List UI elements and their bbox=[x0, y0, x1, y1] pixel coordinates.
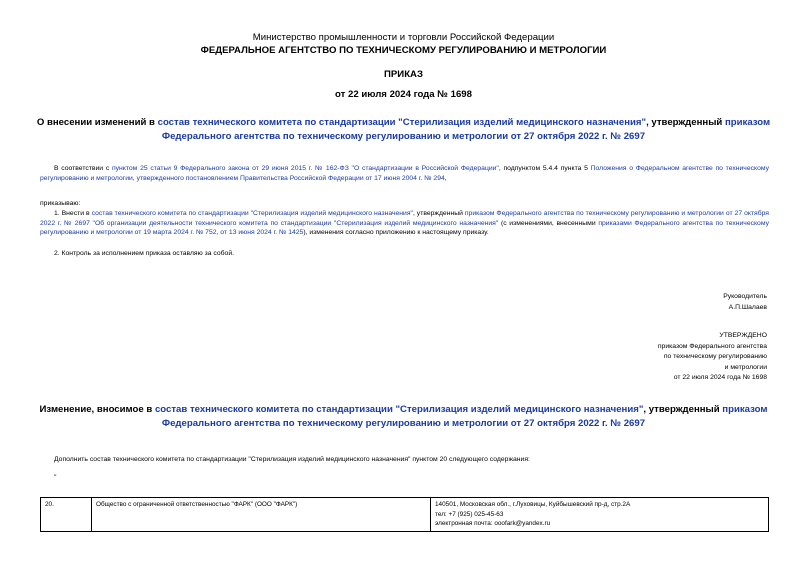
approved-line-2: по техническому регулированию bbox=[663, 353, 767, 360]
signature-block bbox=[723, 292, 767, 313]
organization-name: Общество с ограниченной ответственностью "ФАРК" (ООО "ФАРК") bbox=[92, 498, 431, 532]
item-1-text-2: , утвержденный bbox=[412, 210, 465, 217]
item-1-link-committee[interactable]: состав технического комитета по стандартизации "Стерилизация изделий медицинского назначения" bbox=[91, 210, 413, 217]
preamble-paragraph bbox=[40, 164, 769, 183]
organization-phone: тел: +7 (925) 025-45-63 bbox=[435, 510, 504, 518]
row-number: 20. bbox=[41, 498, 92, 532]
document-date-number: от 22 июля 2024 года № 1698 bbox=[335, 89, 472, 100]
item-1-text-3: (с изменениями, внесенными bbox=[498, 219, 599, 227]
item-1-link-amendments[interactable]: приказами Федерального агентства по техническому регулированию и метрологии от 19 марта 2024 г. № 752, от 13 июня 2024 г. № 1425 bbox=[40, 219, 769, 236]
approved-line-1: приказом Федерального агентства bbox=[657, 342, 767, 350]
approved-block bbox=[658, 331, 767, 384]
order-word: приказываю: bbox=[40, 200, 81, 207]
item-1-paragraph bbox=[40, 209, 769, 238]
approved-line-4: от 22 июля 2024 года № 1698 bbox=[673, 374, 767, 381]
approved-heading: УТВЕРЖДЕНО bbox=[719, 332, 767, 339]
preamble-link-regulation[interactable]: Положения о Федеральном агентстве по техническому регулированию и метрологии, утвержденного постановлением Правительства Российской Федерации от 17 июня 2004 г. № 294 bbox=[40, 165, 769, 182]
table-row bbox=[41, 498, 769, 532]
organization-email: электронная почта: ooofark@yandex.ru bbox=[435, 520, 551, 527]
title-link-order[interactable]: приказом Федерального агентства по техническому регулированию и метрологии от 27 октября 2022 г. № 2697 bbox=[161, 117, 771, 142]
annex-intro: Дополнить состав технического комитета по стандартизации "Стерилизация изделий медицинского назначения" пунктом 20 следующего содержания: bbox=[54, 456, 530, 463]
annex-title bbox=[30, 403, 777, 431]
preamble-text-1: В соответствии с bbox=[54, 165, 112, 172]
signature-position: Руководитель bbox=[723, 293, 767, 300]
agency-name: ФЕДЕРАЛЬНОЕ АГЕНТСТВО ПО ТЕХНИЧЕСКОМУ РЕГУЛИРОВАНИЮ И МЕТРОЛОГИИ bbox=[200, 45, 607, 56]
preamble-text-3: , bbox=[444, 174, 447, 182]
document-type: ПРИКАЗ bbox=[384, 69, 423, 80]
organization-contacts bbox=[431, 498, 769, 532]
ministry-name: Министерство промышленности и торговли Российской Федерации bbox=[252, 32, 555, 43]
preamble-text-2: , подпунктом 5.4.4 пункта 5 bbox=[498, 165, 591, 172]
opening-quote: " bbox=[54, 474, 57, 481]
item-2-paragraph: 2. Контроль за исполнением приказа оставляю за собой. bbox=[54, 250, 235, 257]
annex-title-prefix: Изменение, вносимое в bbox=[39, 404, 155, 415]
title-link-committee[interactable]: состав технического комитета по стандартизации "Стерилизация изделий медицинского назначения" bbox=[157, 117, 647, 128]
signature-name: А.П.Шалаев bbox=[728, 303, 767, 311]
document-title bbox=[30, 116, 777, 144]
approved-line-3: и метрологии bbox=[724, 363, 767, 371]
preamble-link-law[interactable]: пунктом 25 статьи 9 Федерального закона от 29 июня 2015 г. № 162-ФЗ "О стандартизации в Российской Федерации" bbox=[111, 165, 499, 172]
title-prefix: О внесении изменений в bbox=[36, 117, 158, 128]
annex-table bbox=[40, 497, 769, 532]
title-middle: , утвержденный bbox=[646, 117, 725, 128]
item-1-text-1: 1. Внести в bbox=[54, 210, 92, 217]
item-1-text-4: ), изменения согласно приложению к настоящему приказу. bbox=[303, 229, 489, 236]
annex-title-middle: , утвержденный bbox=[643, 404, 723, 415]
item-1-link-order[interactable]: приказом Федерального агентства по техническому регулированию и метрологии от 27 октября 2022 г. № 2697 "Об организации деятельности технического комитета по стандартизации "Стерилизация изделий медицинского назначения" bbox=[40, 210, 769, 227]
annex-title-link-committee[interactable]: состав технического комитета по стандартизации "Стерилизация изделий медицинского назначения" bbox=[154, 404, 644, 415]
annex-title-link-order[interactable]: приказом Федерального агентства по техническому регулированию и метрологии от 27 октября 2022 г. № 2697 bbox=[161, 404, 768, 429]
organization-address: 140501, Московская обл., г.Луховицы, Куйбышевский пр-д, стр.2А bbox=[435, 501, 631, 508]
